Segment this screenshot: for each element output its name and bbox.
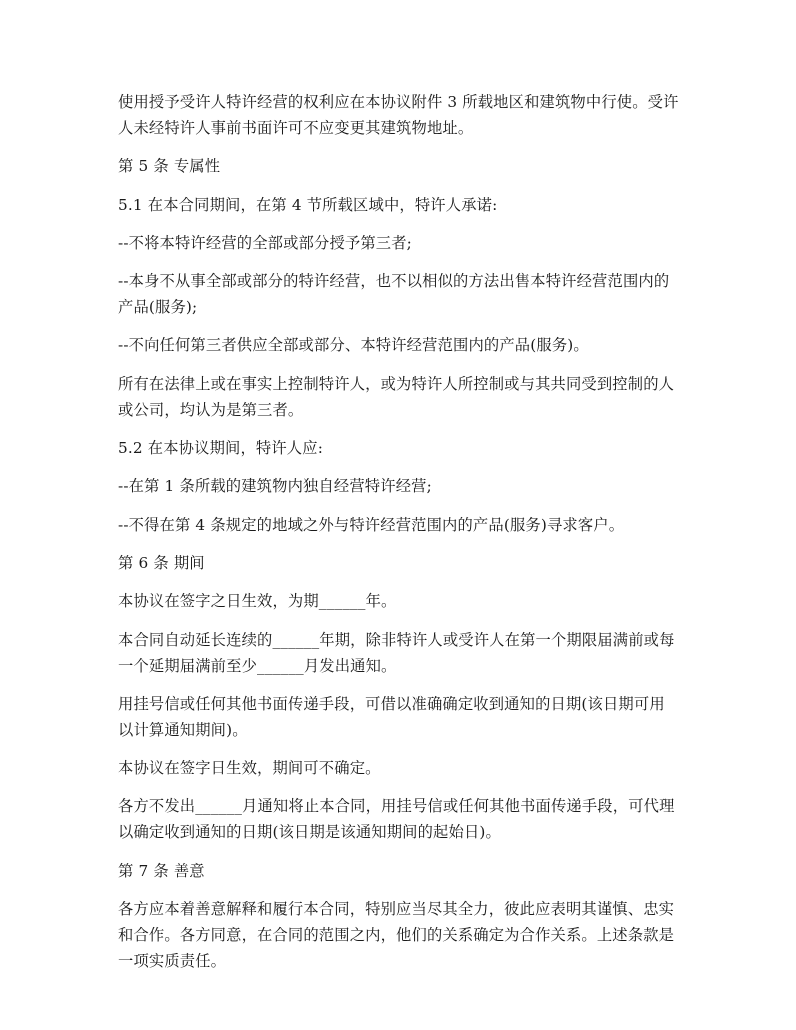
paragraph-third-party-definition: 所有在法律上或在事实上控制特许人，或为特许人所控制或与其共同受到控制的人或公司，均认为是第三者。	[118, 374, 675, 419]
paragraph-indefinite-term: 本协议在签字日生效，期间可不确定。	[118, 759, 381, 778]
paragraph-5-2: 5.2 在本协议期间，特许人应:	[118, 439, 324, 458]
heading-article-5-exclusivity: 第 5 条 专属性	[118, 157, 221, 176]
paragraph-5-1-item-1: --不将本特许经营的全部或部分授予第三者;	[118, 233, 412, 252]
paragraph-5-2-item-1: --在第 1 条所载的建筑物内独自经营特许经营;	[118, 477, 432, 496]
paragraph-auto-renewal: 本合同自动延长连续的______年期，除非特许人或受许人在第一个期限届满前或每一个延期届满前至少______月发出通知。	[118, 630, 675, 675]
heading-article-6-term: 第 6 条 期间	[118, 553, 205, 572]
paragraph-5-1: 5.1 在本合同期间，在第 4 节所载区域中，特许人承诺:	[118, 195, 498, 214]
paragraph-5-1-item-2: --本身不从事全部或部分的特许经营，也不以相似的方法出售本特许经营范围内的产品(服务);	[118, 272, 670, 317]
paragraph-notice-method: 用挂号信或任何其他书面传递手段，可借以准确确定收到通知的日期(该日期可用以计算通知期间)。	[118, 694, 665, 739]
paragraph-5-2-item-2: --不得在第 4 条规定的地域之外与特许经营范围内的产品(服务)寻求客户。	[118, 515, 625, 534]
paragraph-term-years: 本协议在签字之日生效，为期______年。	[118, 592, 397, 611]
paragraph-good-faith: 各方应本着善意解释和履行本合同，特别应当尽其全力，彼此应表明其谨慎、忠实和合作。各方同意，在合同的范围之内，他们的关系确定为合作关系。上述条款是一项实质责任。	[118, 900, 675, 971]
heading-article-7-good-faith: 第 7 条 善意	[118, 861, 205, 880]
paragraph-termination-notice: 各方不发出______月通知将止本合同，用挂号信或任何其他书面传递手段，可代理以确定收到通知的日期(该日期是该通知期间的起始日)。	[118, 797, 675, 842]
paragraph-territory-use: 使用授予受许人特许经营的权利应在本协议附件 3 所载地区和建筑物中行使。受许人未经特许人事前书面许可不应变更其建筑物地址。	[118, 93, 679, 137]
paragraph-5-1-item-3: --不向任何第三者供应全部或部分、本特许经营范围内的产品(服务)。	[118, 336, 589, 355]
